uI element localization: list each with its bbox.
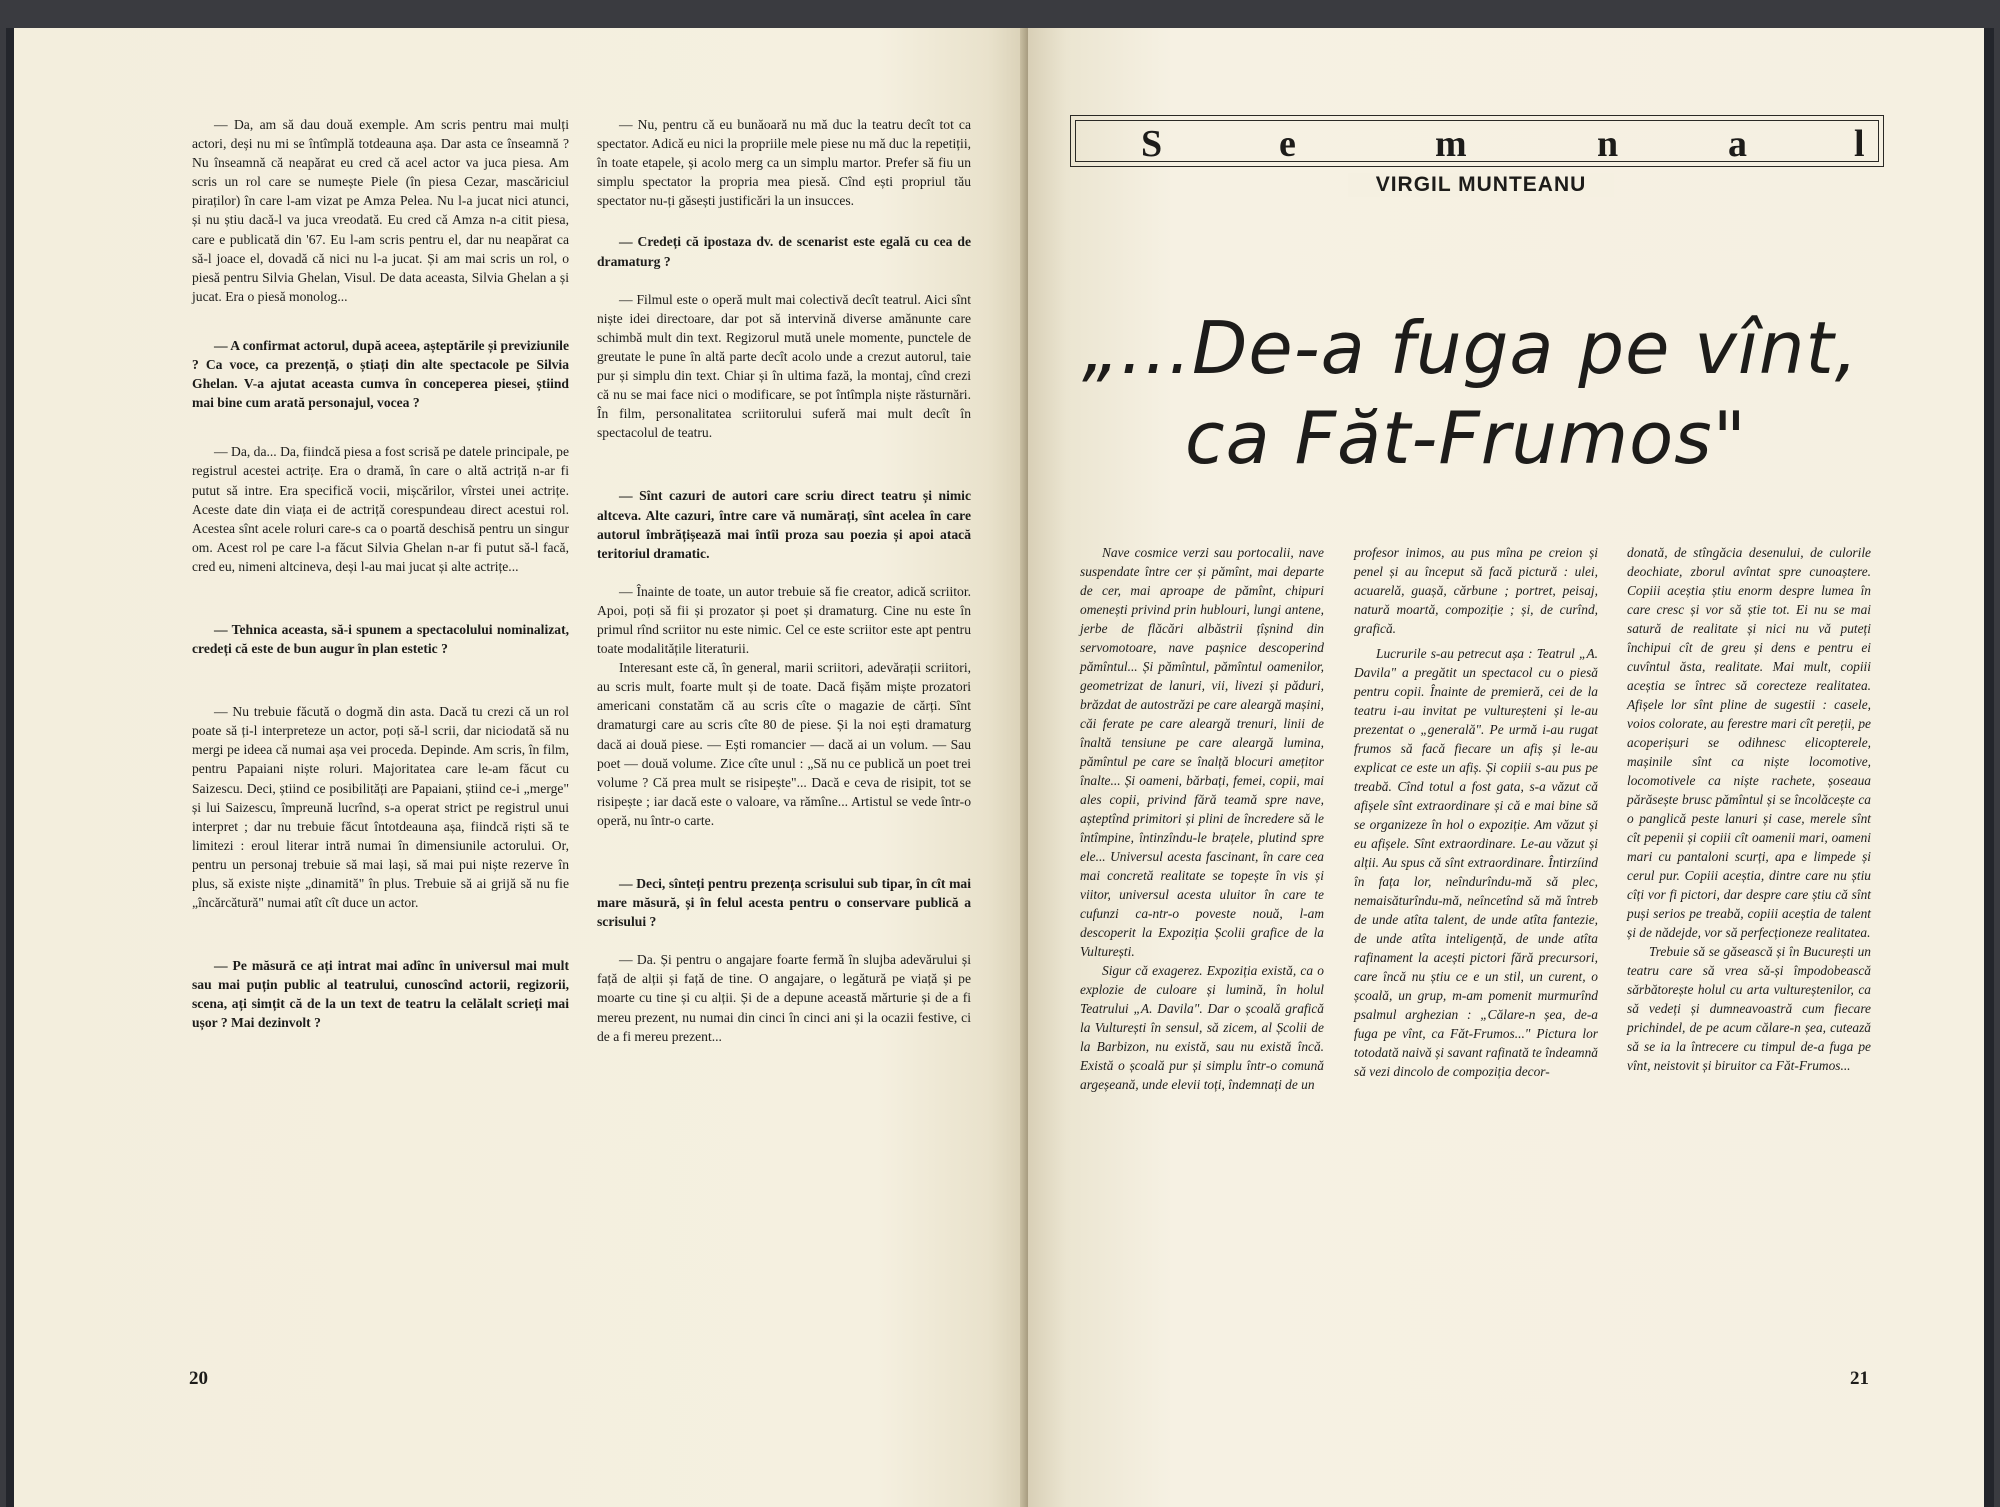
interview-question: — Tehnica aceasta, să-i spunem a spectacolului nominalizat, credeți că este de bun augur în plan estetic ? — [192, 621, 569, 657]
paragraph: donată, de stîngăcia desenului, de culorile deochiate, zborul avîntat spre cunoaștere. Copiii aceștia știu enorm despre lumea în care cresc și vor să știe tot. Ei nu se mai satură de realitate și nici nu vă puteți închipui cît de greu și dens e pentru ei cuvîntul ăsta, realitate. Mai mult, copiii aceștia se întrec să corecteze realitatea. Afișele lor sînt pline de sugestii : casele, voios colorate, au ferestre mari cît pereții, pe acoperișuri se odihnesc elicopterele, mașinile sînt ca niște locomotive, locomotivele ca niște rachete, șoseaua părăsește brusc pămîntul și se încolăcește ca o panglică peste lanuri și case, merele sînt cît pepenii și copiii cît oamenii mari, oameni mari cu pantaloni scurți, apa e limpede și cerul pur. Copiii aceștia, dintre care nu știu cîți vor fi pictori, dar despre care știu că sînt puși serios pe treabă, copiii aceștia de talent și de nădejde, vor să perfecționeze realitatea. — [1627, 545, 1871, 940]
interview-question: — Sînt cazuri de autori care scriu direct teatru și nimic altceva. Alte cazuri, între care vă numărați, sînt acelea în care autorul îmbrățișează mai întîi proza sau poezia și apoi atacă teritoriul dramatic. — [597, 488, 971, 561]
paragraph: — Da, am să dau două exemple. Am scris pentru mai mulți actori, deși nu mi se întîmplă totdeauna așa. Dar asta ce înseamnă ? Nu înseamnă că neapărat eu cred că acel actor va juca piesa. Am scris un rol care se numește Piele (în piesa Cezar, mascăriciul piraților) în care l-am vizat pe Amza Pelea. Nu l-a jucat nici atunci, și nu știu dacă-l va juca vreodată. Eu cred că Amza n-a citit piesa, care e publicată din '67. Eu l-am scris pentru el, dar nu neapărat ca să-l joace el, dovadă că nici nu l-a jucat. Și am mai scris un rol, o piesă pentru Silvia Ghelan, Visul. De data aceasta, Silvia Ghelan a și jucat. Era o piesă monolog... — [192, 117, 569, 304]
paragraph: — Nu trebuie făcută o dogmă din asta. Dacă tu crezi că un rol poate să ți-l interpreteze un actor, poți să-l scrii, dar niciodată să nu mergi pe ideea că numai așa vei proceda. Depinde. Am scris, în film, pentru Papaiani niște roluri. Majoritatea care le-am făcut cu Saizescu. Deci, știind ce posibilități are Papaiani, știind ce-i „merge" și lui Saizescu, împreună lucrînd, s-a operat strict pe registrul unui interpret ; dar nu trebuie făcut întotdeauna așa, fiindcă riști să te limitezi : eroul literar intră numai în dimensiunile actorului. Or, pentru un personaj trebuie să mai lași, să mai pui niște rezerve în plus, să existe niște „dinamită" în plus. Trebuie să ai grijă să nu fie „încărcătură" numai atît cît duce un actor. — [192, 704, 569, 911]
paragraph: profesor inimos, au pus mîna pe creion și penel și au început să facă pictură : ulei, acuarelă, guașă, cărbune ; portret, peisaj, natură moartă, compoziție ; și, de curînd, grafică. — [1354, 545, 1598, 636]
paragraph: — Nu, pentru că eu bunăoară nu mă duc la teatru decît tot ca spectator. Adică eu nici la propriile mele piese nu mă duc la repetiții, în toate etapele, și acolo merg ca un simplu martor. Prefer să fiu un simplu spectator la propria mea piesă. Cînd ești propriul tău spectator nu-ți găsești justificări la un insucces. — [597, 117, 971, 209]
semnal-letter: m — [1435, 123, 1467, 165]
interview-question: — Credeți că ipostaza dv. de scenarist este egală cu cea de dramaturg ? — [597, 234, 971, 269]
right-page-column-2 — [1354, 543, 1598, 1100]
paragraph: Nave cosmice verzi sau portocalii, nave suspendate între cer și pămînt, mai departe de cer, mai aproape de pămînt, chipuri omenești privind prin hublouri, lungi antene, jerbe de flăcări albăstrii țîșnind din servomotoare, nave pașnice descoperind pămîntul... Și pămîntul, pămîntul oamenilor, geometrizat de lanuri, vii, livezi și păduri, brăzdat de autostrăzi pe care aleargă mașini, căi ferate pe care aleargă trenuri, linii de înaltă tensiune pe care aleargă lumina, pămîntul pe care se înalță blocuri amețitor înalte... Și oameni, bărbați, femei, copii, mai ales copii, privind fără teamă spre nave, așteptînd primitori și plini de încredere să le întîmpine, întinzîndu-le brațele, plutind spre ele... Universul acesta fascinant, în care cea mai concretă realitate se topește în vis și viitor, universul acesta uluitor în care te cufunzi ca-ntr-o poveste nouă, l-am descoperit la Expoziția Școlii grafice de la Vulturești. — [1080, 545, 1324, 959]
paragraph: — Da, da... Da, fiindcă piesa a fost scrisă pe datele principale, pe registrul acestei actrițe. Era o dramă, în care o altă actriță n-ar fi putut să intre. Era specifică vocii, mișcărilor, vîrstei unei actrițe. Aceste date din viața ei de actriță corespundeau direct acestui rol. Acestea sînt acele roluri care-s ca o poartă deschisă pentru un singur om. Acest rol pe care l-a făcut Silvia Ghelan n-ar fi putut să-l facă, cred eu, nimeni altcineva, deși l-au mai jucat și alte actrițe... — [192, 444, 569, 574]
interview-question: — Deci, sînteți pentru prezența scrisului sub tipar, în cît mai mare măsură, și în felul acesta pentru o conservare publică a scrisului ? — [597, 876, 971, 930]
semnal-header-inner-frame — [1075, 120, 1879, 165]
semnal-letter: e — [1279, 123, 1296, 165]
article-author: VIRGIL MUNTEANU — [1348, 173, 1614, 197]
right-page-column-3 — [1627, 543, 1871, 1094]
paragraph: Interesant este că, în general, marii scriitori, adevărații scriitori, au scris mult, foarte mult și de toate. Dacă fișăm miște prozatori americani constatăm că au scris cîte o magazie de cărți. Sînt dramaturgi care au scris cîte 80 de piese. Și la noi ești dramaturg dacă ai două piese. — Ești romancier — dacă ai un volum. — Sau poet — două volume. Zice cîte unul : „Să nu ce publică un poet trei volume ? Că prea mult se risipește"... Dacă e ceva de risipit, tot se risipește ; iar dacă este o valoare, va rămîne... Artistul se vede într-o operă, nu într-o carte. — [597, 660, 971, 828]
semnal-section-header — [1070, 115, 1884, 167]
semnal-letter: a — [1728, 123, 1747, 165]
paragraph: Trebuie să se găsească și în București un teatru care să vrea să-și împodobească sărbătorește holul cu arta vultureștenilor, ca să vedeți și dumneavoastră cum fiecare prichindel, de pe acum călare-n șea, cutează să se ia la întrecere cu timpul de-a fuga pe vînt, neistovit și biruitor ca Făt-Frumos... — [1627, 944, 1871, 1073]
paragraph: — Filmul este o operă mult mai colectivă decît teatrul. Aici sînt niște idei directoare, dar pot să intervină diverse amănunte care schimbă mult din text. Regizorul mută unele momente, punctele de greutate le pune în altă parte decît acolo unde a crezut autorul, taie pur și simplu din text. Chiar și în ultima fază, la montaj, cînd crezi că nu se mai face nici o modificare, se pot întîmpla niște răsturnări. În film, personalitatea scriitorului suferă mai mult decît în spectacolul de teatru. — [597, 291, 971, 441]
right-page-column-1 — [1080, 543, 1324, 1113]
semnal-letter: l — [1854, 123, 1865, 165]
semnal-letter: n — [1597, 123, 1619, 165]
article-title-line-2: ca Făt-Frumos" — [1185, 396, 1747, 480]
article-title-line-1: „...De-a fuga pe vînt, — [1082, 306, 1859, 390]
paragraph: — Da. Și pentru o angajare foarte fermă în slujba adevărului și față de alții și față de tine. O angajare, o legătură pe viață și pe moarte cu tine și cu alții. Și de a depune această mărturie și de a fi mereu prezent, nu numai din cinci în cinci ani și la ocazii festive, ci de a fi mereu prezent... — [597, 952, 971, 1044]
left-page — [14, 28, 1028, 1507]
page-number-left: 20 — [189, 1368, 208, 1389]
paragraph: Sigur că exagerez. Expoziția există, ca o explozie de culoare și lumină, în holul Teatrului „A. Davila". Dar o școală grafică la Vulturești în sensul, să zicem, al Școlii de la Barbizon, nu există, sau nu există încă. Există o școală pur și simplu într-o comună argeșeană, unde elevii toți, îndemnați de un — [1080, 963, 1324, 1092]
book-cover-edge-right — [1984, 28, 1994, 1507]
page-number-right: 21 — [1850, 1368, 1869, 1389]
paragraph: — Înainte de toate, un autor trebuie să fie creator, adică scriitor. Apoi, poți să fii și prozator și poet și dramaturg. Cine nu este în primul rînd scriitor nu este nimic. Cel ce este scriitor este apt pentru toate modalitățile literaturii. — [597, 583, 971, 657]
semnal-letter: S — [1141, 123, 1163, 165]
interview-question: — Pe măsură ce ați intrat mai adînc în universul mai mult sau mai puțin public al teatrului, cunoscînd actorii, regizorii, scena, ați simțit că de la un text de teatru la celălalt scrieți mai ușor ? Mai dezinvolt ? — [192, 958, 569, 1031]
paragraph: Lucrurile s-au petrecut așa : Teatrul „A. Davila" a pregătit un spectacol cu o piesă pentru copii. Înainte de premieră, cei de la teatru i-au invitat pe vultureșteni și le-au prezentat o „generală". Pe urmă i-au rugat frumos să facă fiecare un afiș și le-au explicat ce este un afiș. Și copiii s-au pus pe treabă. Cînd totul a fost gata, s-a văzut că afișele sînt extraordinare și că e mai bine să se organizeze în hol o expoziție. Am văzut și eu afișele. Sînt extraordinare. Le-au văzut și alții. Au spus că sînt extraordinare. Întirzíind în fața lor, neîndurîndu-mă să plec, nemaisăturîndu-mă, neîncetînd să mă întreb de unde atîta talent, de unde atîta fantezie, de unde atîta inteligență, de unde atîta rafinament la acești pictori fără precursori, care încă nu știu ce e un stil, un curent, o școală, un grup, m-am pomenit murmurînd psalmul arghezian : „Călare-n șea, de-a fuga pe vînt, ca Făt-Frumos..." Pictura lor totodată naivă și savant rafinată te îndeamnă să vezi dincolo de compoziția decor- — [1354, 646, 1598, 1079]
left-page-column-2 — [597, 115, 971, 1065]
interview-question: — A confirmat actorul, după aceea, așteptările și previziunile ? Ca voce, ca prezență, o știați din alte spectacole pe Silvia Ghelan. V-a ajutat aceasta cumva în conceperea piesei, știind mai bine cum arată personajul, vocea ? — [192, 337, 569, 411]
left-page-column-1 — [192, 115, 569, 1052]
